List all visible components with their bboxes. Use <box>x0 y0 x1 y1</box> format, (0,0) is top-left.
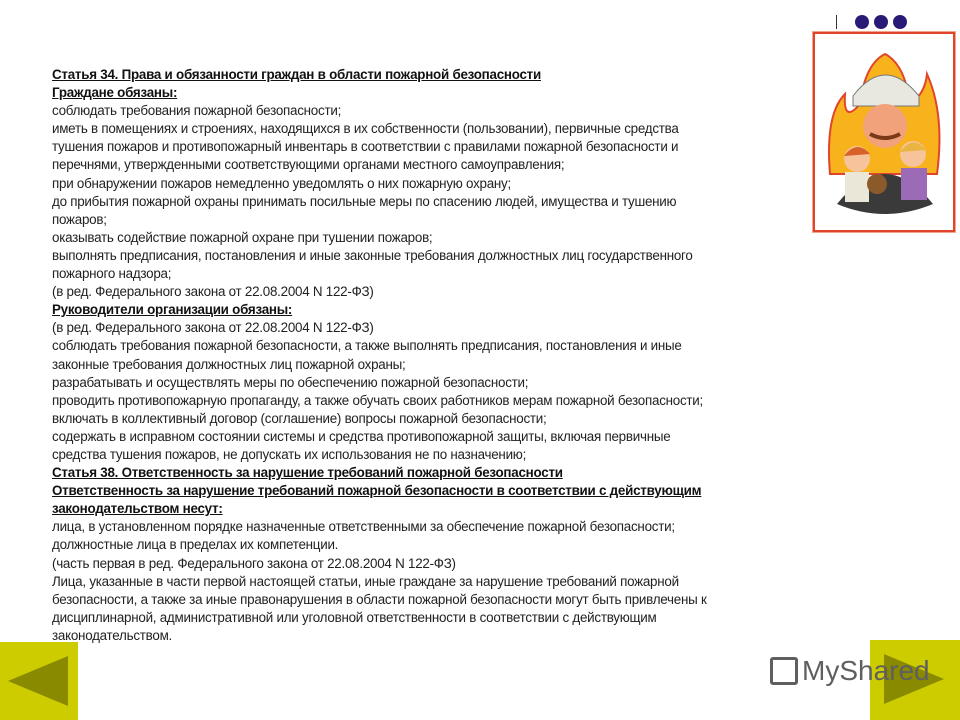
presentation-icon <box>770 657 798 685</box>
text-line: соблюдать требования пожарной безопасности, а также выполнять предписания, постановления и иные <box>52 338 682 354</box>
text-line: выполнять предписания, постановления и иные законные требования должностных лиц государственного <box>52 247 693 263</box>
arrow-left-icon <box>8 656 68 706</box>
dot-icon <box>855 15 869 29</box>
text-line: проводить противопожарную пропаганду, а также обучать своих работников мерам пожарной безопасности; <box>52 392 704 408</box>
text-line: средства тушения пожаров, не допускать их использования не по назначению; <box>52 446 527 462</box>
section-heading: законодательством несут: <box>52 501 223 517</box>
text-line: тушения пожаров и противопожарный инвентарь в соответствии с правилами пожарной безопасности и <box>52 139 679 155</box>
text-line: безопасности, а также за иные правонарушения в области пожарной безопасности могут быть привлечены к <box>52 591 707 607</box>
text-line: до прибытия пожарной охраны принимать посильные меры по спасению людей, имущества и тушению <box>52 193 677 209</box>
section-heading: Статья 34. Права и обязанности граждан в области пожарной безопасности <box>52 67 541 82</box>
section-heading: Граждане обязаны: <box>52 85 178 101</box>
text-line: перечнями, утвержденными соответствующими органами местного самоуправления; <box>52 157 565 173</box>
text-line: законные требования должностных лиц пожарной охраны; <box>52 356 406 372</box>
text-line: дисциплинарной, административной или уголовной ответственности в соответствии с действующим <box>52 609 657 625</box>
document-body <box>52 66 882 645</box>
divider-tick <box>836 15 837 29</box>
text-line: включать в коллективный договор (соглашение) вопросы пожарной безопасности; <box>52 410 547 426</box>
text-line: разрабатывать и осуществлять меры по обеспечению пожарной безопасности; <box>52 374 529 390</box>
text-line: должностные лица в пределах их компетенции. <box>52 537 339 553</box>
text-line: Лица, указанные в части первой настоящей статьи, иные граждане за нарушение требований пожарной <box>52 573 679 589</box>
text-line: оказывать содействие пожарной охране при тушении пожаров; <box>52 229 433 245</box>
text-line: законодательством. <box>52 627 172 643</box>
text-line: (часть первая в ред. Федерального закона от 22.08.2004 N 122-ФЗ) <box>52 555 456 571</box>
section-heading: Статья 38. Ответственность за нарушение требований пожарной безопасности <box>52 465 563 481</box>
text-line: лица, в установленном порядке назначенные ответственными за обеспечение пожарной безопасности; <box>52 519 675 535</box>
decorative-dots <box>855 15 907 29</box>
section-heading: Руководители организации обязаны: <box>52 302 293 318</box>
text-line: пожаров; <box>52 211 107 227</box>
previous-slide-button[interactable] <box>0 642 78 720</box>
text-line: пожарного надзора; <box>52 266 172 282</box>
text-line: содержать в исправном состоянии системы и средства противопожарной защиты, включая первичные <box>52 428 671 444</box>
section-heading: Ответственность за нарушение требований пожарной безопасности в соответствии с действующим <box>52 483 702 499</box>
text-line: при обнаружении пожаров немедленно уведомлять о них пожарную охрану; <box>52 175 511 191</box>
dot-icon <box>893 15 907 29</box>
dot-icon <box>874 15 888 29</box>
text-line: (в ред. Федерального закона от 22.08.2004 N 122-ФЗ) <box>52 284 374 300</box>
text-line: соблюдать требования пожарной безопасности; <box>52 103 342 119</box>
text-line: иметь в помещениях и строениях, находящихся в их собственности (пользовании), первичные средства <box>52 121 679 137</box>
text-line: (в ред. Федерального закона от 22.08.2004 N 122-ФЗ) <box>52 320 374 336</box>
watermark <box>770 655 930 687</box>
watermark-text: MyShared <box>802 655 930 686</box>
